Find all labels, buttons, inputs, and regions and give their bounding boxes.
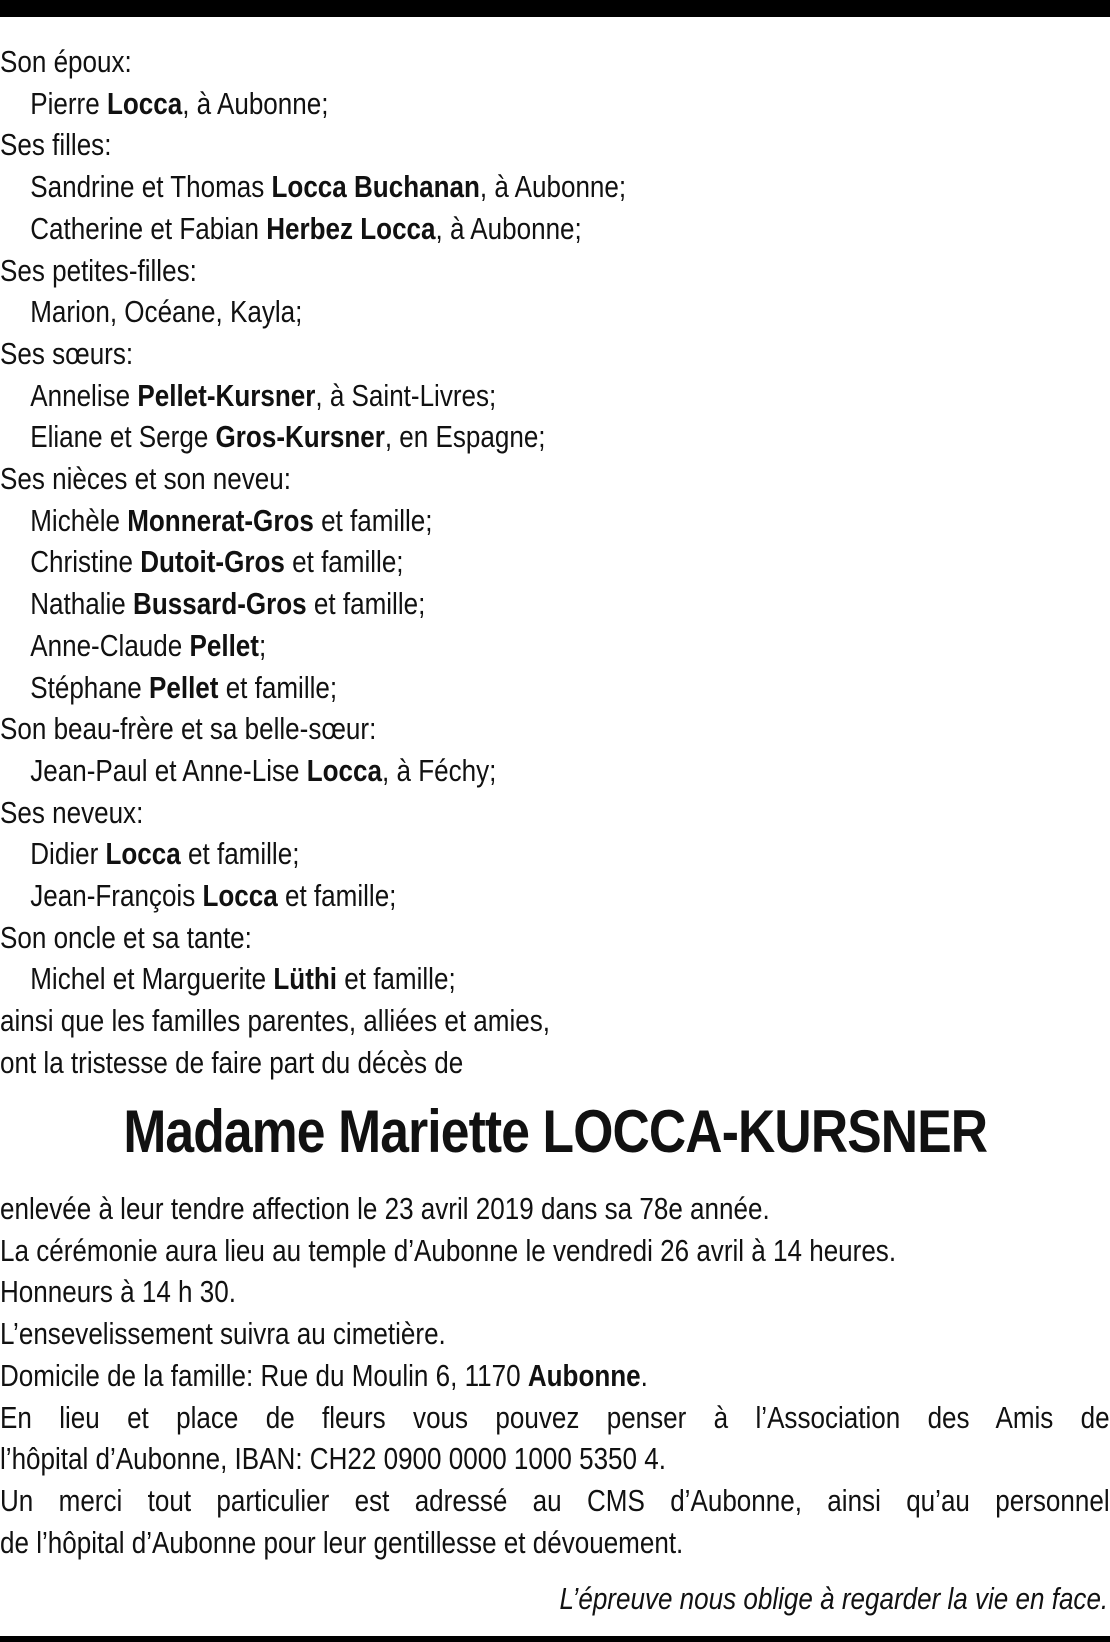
surname: Pellet [189, 627, 259, 663]
surname: Locca [202, 878, 278, 914]
surname: Locca [105, 836, 181, 872]
text-segment: et famille; [284, 544, 404, 580]
surname: Monnerat-Gros [127, 502, 314, 538]
family-line [0, 750, 1109, 792]
text-segment: Stéphane [30, 669, 149, 705]
text-segment: Marion, Océane, Kayla; [30, 294, 303, 330]
family-line [0, 83, 1109, 125]
notice-line [0, 1188, 1110, 1230]
surname: Pellet-Kursner [137, 377, 316, 413]
text-segment: et famille; [218, 669, 338, 705]
text-segment: Son beau-frère et sa belle-sœur: [0, 711, 377, 747]
notice-line [0, 1230, 1110, 1272]
text-segment: Nathalie [30, 586, 134, 622]
text-segment: enlevée à leur tendre affection le 23 avril 2019 dans sa 78e année. [0, 1191, 770, 1226]
text-segment: Eliane et Serge [30, 419, 216, 455]
text-segment: et famille; [277, 878, 397, 914]
text-segment: de l’hôpital d’Aubonne pour leur gentillesse et dévouement. [0, 1524, 684, 1560]
family-line [0, 792, 1109, 834]
text-segment: Michèle [30, 502, 128, 538]
surname: Locca Buchanan [271, 169, 480, 205]
surname: Locca [306, 752, 383, 788]
family-line [0, 667, 1109, 709]
family-line [0, 250, 1109, 292]
text-segment: Ses sœurs: [0, 335, 134, 371]
surname: Aubonne [527, 1357, 641, 1393]
text-segment: . [640, 1357, 648, 1393]
text-segment: Un merci tout particulier est adressé au CMS d’Aubonne, ainsi qu’au personnel [0, 1482, 1110, 1518]
family-line [0, 1000, 1109, 1042]
text-segment: Jean-Paul et Anne-Lise [30, 752, 307, 788]
family-line [0, 458, 1109, 500]
text-segment: ainsi que les familles parentes, alliées et amies, [0, 1003, 551, 1039]
family-line [0, 625, 1109, 667]
family-line [0, 958, 1109, 1000]
family-line [0, 541, 1109, 583]
family-line [0, 166, 1109, 208]
text-segment: Pierre [30, 85, 107, 121]
family-line [0, 375, 1109, 417]
notice-line [0, 1480, 1110, 1522]
bottom-rule [0, 1636, 1110, 1642]
family-line [0, 208, 1109, 250]
text-segment: et famille; [313, 502, 433, 538]
text-segment: , à Aubonne; [182, 85, 329, 121]
text-segment: ont la tristesse de faire part du décès de [0, 1044, 464, 1080]
text-segment: , à Aubonne; [479, 169, 627, 205]
text-segment: En lieu et place de fleurs vous pouvez penser à l’Association des Amis de [0, 1399, 1110, 1435]
text-segment: Ses neveux: [0, 794, 144, 830]
family-line [0, 41, 1109, 83]
closing-quote: L’épreuve nous oblige à regarder la vie en face. [559, 1581, 1108, 1616]
surname: Gros-Kursner [215, 419, 385, 455]
notice-line [0, 1355, 1110, 1397]
family-line [0, 416, 1109, 458]
text-segment: et famille; [337, 961, 456, 997]
text-segment: Anne-Claude [30, 627, 190, 663]
family-line [0, 583, 1109, 625]
text-segment: Sandrine et Thomas [30, 169, 272, 205]
text-segment: Son oncle et sa tante: [0, 919, 252, 955]
surname: Pellet [148, 669, 219, 705]
surname: Lüthi [273, 961, 338, 997]
text-segment: La cérémonie aura lieu au temple d’Aubonne le vendredi 26 avril à 14 heures. [0, 1232, 897, 1268]
text-segment: ; [258, 627, 267, 663]
family-line [0, 875, 1109, 917]
notice-line [0, 1397, 1110, 1439]
deceased-name [0, 1092, 1110, 1172]
family-line [0, 333, 1109, 375]
text-segment: Annelise [30, 377, 138, 413]
text-segment: l’hôpital d’Aubonne, IBAN: CH22 0900 0000 1000 5350 4. [0, 1441, 666, 1477]
text-segment: , à Saint-Livres; [315, 377, 497, 413]
notice-line [0, 1271, 1110, 1313]
text-segment: Ses filles: [0, 127, 112, 163]
text-segment: Domicile de la famille: Rue du Moulin 6, 1170 [0, 1357, 528, 1393]
notice-line [0, 1313, 1110, 1355]
notice-line [0, 1522, 1110, 1564]
family-line [0, 291, 1109, 333]
family-line [0, 500, 1109, 542]
text-segment: et famille; [306, 586, 426, 622]
text-segment: , en Espagne; [384, 419, 546, 455]
family-line [0, 708, 1109, 750]
family-line [0, 1042, 1109, 1084]
family-list [0, 41, 1109, 1084]
surname: Bussard-Gros [133, 586, 307, 622]
family-line [0, 833, 1109, 875]
family-line [0, 917, 1109, 959]
surname: Dutoit-Gros [140, 544, 285, 580]
family-line [0, 124, 1109, 166]
text-segment: Ses nièces et son neveu: [0, 461, 291, 497]
top-rule [0, 0, 1110, 17]
text-segment: Ses petites-filles: [0, 252, 197, 288]
text-segment: Didier [30, 836, 106, 872]
text-segment: et famille; [180, 836, 300, 872]
text-segment: Christine [30, 544, 141, 580]
text-segment: Honneurs à 14 h 30. [0, 1274, 236, 1310]
text-segment: , à Aubonne; [435, 210, 582, 246]
notice-line [0, 1438, 1110, 1480]
text-segment: Jean-François [30, 878, 203, 914]
surname: Herbez Locca [266, 210, 436, 246]
text-segment: L’ensevelissement suivra au cimetière. [0, 1316, 446, 1352]
text-segment: , à Féchy; [382, 752, 497, 788]
text-segment: Michel et Marguerite [30, 961, 274, 997]
notice-text [0, 1188, 1110, 1563]
text-segment: Catherine et Fabian [30, 210, 267, 246]
surname: Locca [106, 85, 183, 121]
text-segment: Son époux: [0, 44, 132, 79]
deceased-name-text: Madame Mariette LOCCA-KURSNER [123, 1098, 987, 1165]
